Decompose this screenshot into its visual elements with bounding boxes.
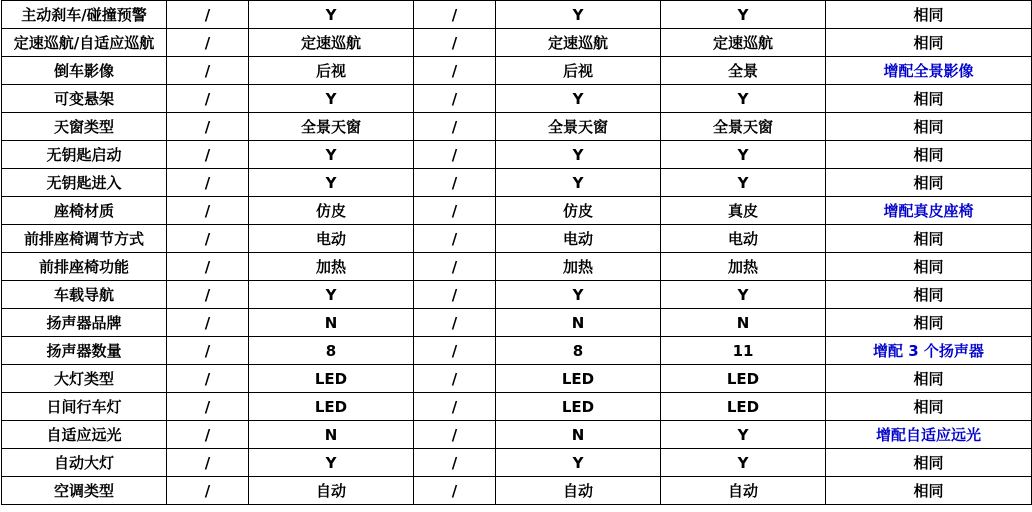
value-cell-5: 11 xyxy=(661,337,826,365)
value-cell-3: / xyxy=(414,57,496,85)
value-cell-2: Y xyxy=(249,449,414,477)
feature-cell: 倒车影像 xyxy=(2,57,167,85)
difference-cell: 相同 xyxy=(826,85,1032,113)
value-cell-3: / xyxy=(414,169,496,197)
value-cell-2: N xyxy=(249,309,414,337)
value-cell-2: LED xyxy=(249,393,414,421)
value-cell-3: / xyxy=(414,141,496,169)
feature-cell: 前排座椅功能 xyxy=(2,253,167,281)
difference-cell: 相同 xyxy=(826,141,1032,169)
table-row xyxy=(2,309,1032,337)
table-row xyxy=(2,281,1032,309)
table-row xyxy=(2,365,1032,393)
difference-cell: 相同 xyxy=(826,477,1032,505)
value-cell-5: Y xyxy=(661,1,826,29)
value-cell-5: Y xyxy=(661,85,826,113)
table-row xyxy=(2,1,1032,29)
value-cell-1: / xyxy=(167,197,249,225)
feature-cell: 自适应远光 xyxy=(2,421,167,449)
table-row xyxy=(2,141,1032,169)
difference-cell: 相同 xyxy=(826,449,1032,477)
feature-cell: 无钥匙进入 xyxy=(2,169,167,197)
value-cell-2: 定速巡航 xyxy=(249,29,414,57)
value-cell-3: / xyxy=(414,449,496,477)
value-cell-1: / xyxy=(167,85,249,113)
table-row xyxy=(2,393,1032,421)
value-cell-4: 加热 xyxy=(496,253,661,281)
value-cell-1: / xyxy=(167,393,249,421)
difference-cell: 相同 xyxy=(826,365,1032,393)
value-cell-5: 定速巡航 xyxy=(661,29,826,57)
table-body xyxy=(2,1,1032,505)
difference-cell: 相同 xyxy=(826,113,1032,141)
table-row xyxy=(2,29,1032,57)
value-cell-4: 电动 xyxy=(496,225,661,253)
table-row xyxy=(2,421,1032,449)
value-cell-1: / xyxy=(167,281,249,309)
value-cell-5: 电动 xyxy=(661,225,826,253)
difference-cell: 增配全景影像 xyxy=(826,57,1032,85)
value-cell-3: / xyxy=(414,225,496,253)
value-cell-4: Y xyxy=(496,1,661,29)
value-cell-3: / xyxy=(414,29,496,57)
value-cell-5: Y xyxy=(661,449,826,477)
value-cell-4: N xyxy=(496,421,661,449)
value-cell-3: / xyxy=(414,1,496,29)
difference-cell: 相同 xyxy=(826,29,1032,57)
feature-comparison-table xyxy=(1,0,1032,505)
value-cell-5: Y xyxy=(661,141,826,169)
value-cell-4: Y xyxy=(496,169,661,197)
value-cell-2: Y xyxy=(249,169,414,197)
value-cell-5: LED xyxy=(661,393,826,421)
value-cell-1: / xyxy=(167,309,249,337)
table-row xyxy=(2,169,1032,197)
value-cell-5: Y xyxy=(661,421,826,449)
feature-cell: 空调类型 xyxy=(2,477,167,505)
value-cell-4: LED xyxy=(496,393,661,421)
value-cell-2: Y xyxy=(249,281,414,309)
value-cell-3: / xyxy=(414,477,496,505)
value-cell-4: 定速巡航 xyxy=(496,29,661,57)
value-cell-4: Y xyxy=(496,449,661,477)
feature-cell: 可变悬架 xyxy=(2,85,167,113)
value-cell-2: Y xyxy=(249,85,414,113)
value-cell-1: / xyxy=(167,141,249,169)
value-cell-5: 自动 xyxy=(661,477,826,505)
feature-cell: 大灯类型 xyxy=(2,365,167,393)
value-cell-1: / xyxy=(167,477,249,505)
feature-cell: 日间行车灯 xyxy=(2,393,167,421)
feature-cell: 前排座椅调节方式 xyxy=(2,225,167,253)
value-cell-4: 自动 xyxy=(496,477,661,505)
value-cell-3: / xyxy=(414,113,496,141)
value-cell-2: LED xyxy=(249,365,414,393)
table-row xyxy=(2,85,1032,113)
value-cell-1: / xyxy=(167,337,249,365)
difference-cell: 增配真皮座椅 xyxy=(826,197,1032,225)
feature-cell: 扬声器数量 xyxy=(2,337,167,365)
feature-cell: 主动刹车/碰撞预警 xyxy=(2,1,167,29)
value-cell-5: 真皮 xyxy=(661,197,826,225)
value-cell-2: Y xyxy=(249,1,414,29)
value-cell-3: / xyxy=(414,253,496,281)
value-cell-1: / xyxy=(167,449,249,477)
value-cell-3: / xyxy=(414,281,496,309)
value-cell-1: / xyxy=(167,1,249,29)
value-cell-5: 全景天窗 xyxy=(661,113,826,141)
value-cell-4: 仿皮 xyxy=(496,197,661,225)
value-cell-4: Y xyxy=(496,85,661,113)
table-row xyxy=(2,253,1032,281)
difference-cell: 相同 xyxy=(826,169,1032,197)
value-cell-1: / xyxy=(167,365,249,393)
value-cell-4: N xyxy=(496,309,661,337)
value-cell-4: Y xyxy=(496,141,661,169)
value-cell-4: Y xyxy=(496,281,661,309)
table-row xyxy=(2,477,1032,505)
value-cell-3: / xyxy=(414,365,496,393)
difference-cell: 相同 xyxy=(826,281,1032,309)
feature-cell: 无钥匙启动 xyxy=(2,141,167,169)
value-cell-4: 全景天窗 xyxy=(496,113,661,141)
value-cell-3: / xyxy=(414,309,496,337)
value-cell-1: / xyxy=(167,113,249,141)
value-cell-3: / xyxy=(414,393,496,421)
value-cell-2: 加热 xyxy=(249,253,414,281)
feature-cell: 自动大灯 xyxy=(2,449,167,477)
table-row xyxy=(2,449,1032,477)
feature-cell: 扬声器品牌 xyxy=(2,309,167,337)
value-cell-1: / xyxy=(167,169,249,197)
value-cell-1: / xyxy=(167,29,249,57)
value-cell-3: / xyxy=(414,421,496,449)
difference-cell: 增配自适应远光 xyxy=(826,421,1032,449)
value-cell-5: LED xyxy=(661,365,826,393)
difference-cell: 相同 xyxy=(826,253,1032,281)
value-cell-5: Y xyxy=(661,169,826,197)
value-cell-5: Y xyxy=(661,281,826,309)
value-cell-1: / xyxy=(167,421,249,449)
difference-cell: 增配 3 个扬声器 xyxy=(826,337,1032,365)
difference-cell: 相同 xyxy=(826,1,1032,29)
value-cell-5: 全景 xyxy=(661,57,826,85)
table-row xyxy=(2,57,1032,85)
feature-cell: 座椅材质 xyxy=(2,197,167,225)
table-row xyxy=(2,225,1032,253)
feature-cell: 定速巡航/自适应巡航 xyxy=(2,29,167,57)
value-cell-4: LED xyxy=(496,365,661,393)
value-cell-1: / xyxy=(167,57,249,85)
feature-cell: 车载导航 xyxy=(2,281,167,309)
value-cell-5: N xyxy=(661,309,826,337)
feature-cell: 天窗类型 xyxy=(2,113,167,141)
value-cell-2: 仿皮 xyxy=(249,197,414,225)
value-cell-3: / xyxy=(414,337,496,365)
value-cell-2: 后视 xyxy=(249,57,414,85)
value-cell-5: 加热 xyxy=(661,253,826,281)
value-cell-2: N xyxy=(249,421,414,449)
table-row xyxy=(2,337,1032,365)
value-cell-1: / xyxy=(167,225,249,253)
value-cell-1: / xyxy=(167,253,249,281)
table-row xyxy=(2,197,1032,225)
difference-cell: 相同 xyxy=(826,225,1032,253)
value-cell-2: 自动 xyxy=(249,477,414,505)
difference-cell: 相同 xyxy=(826,309,1032,337)
value-cell-2: 电动 xyxy=(249,225,414,253)
value-cell-2: Y xyxy=(249,141,414,169)
value-cell-4: 8 xyxy=(496,337,661,365)
value-cell-3: / xyxy=(414,85,496,113)
value-cell-3: / xyxy=(414,197,496,225)
value-cell-4: 后视 xyxy=(496,57,661,85)
table-row xyxy=(2,113,1032,141)
value-cell-2: 8 xyxy=(249,337,414,365)
value-cell-2: 全景天窗 xyxy=(249,113,414,141)
difference-cell: 相同 xyxy=(826,393,1032,421)
